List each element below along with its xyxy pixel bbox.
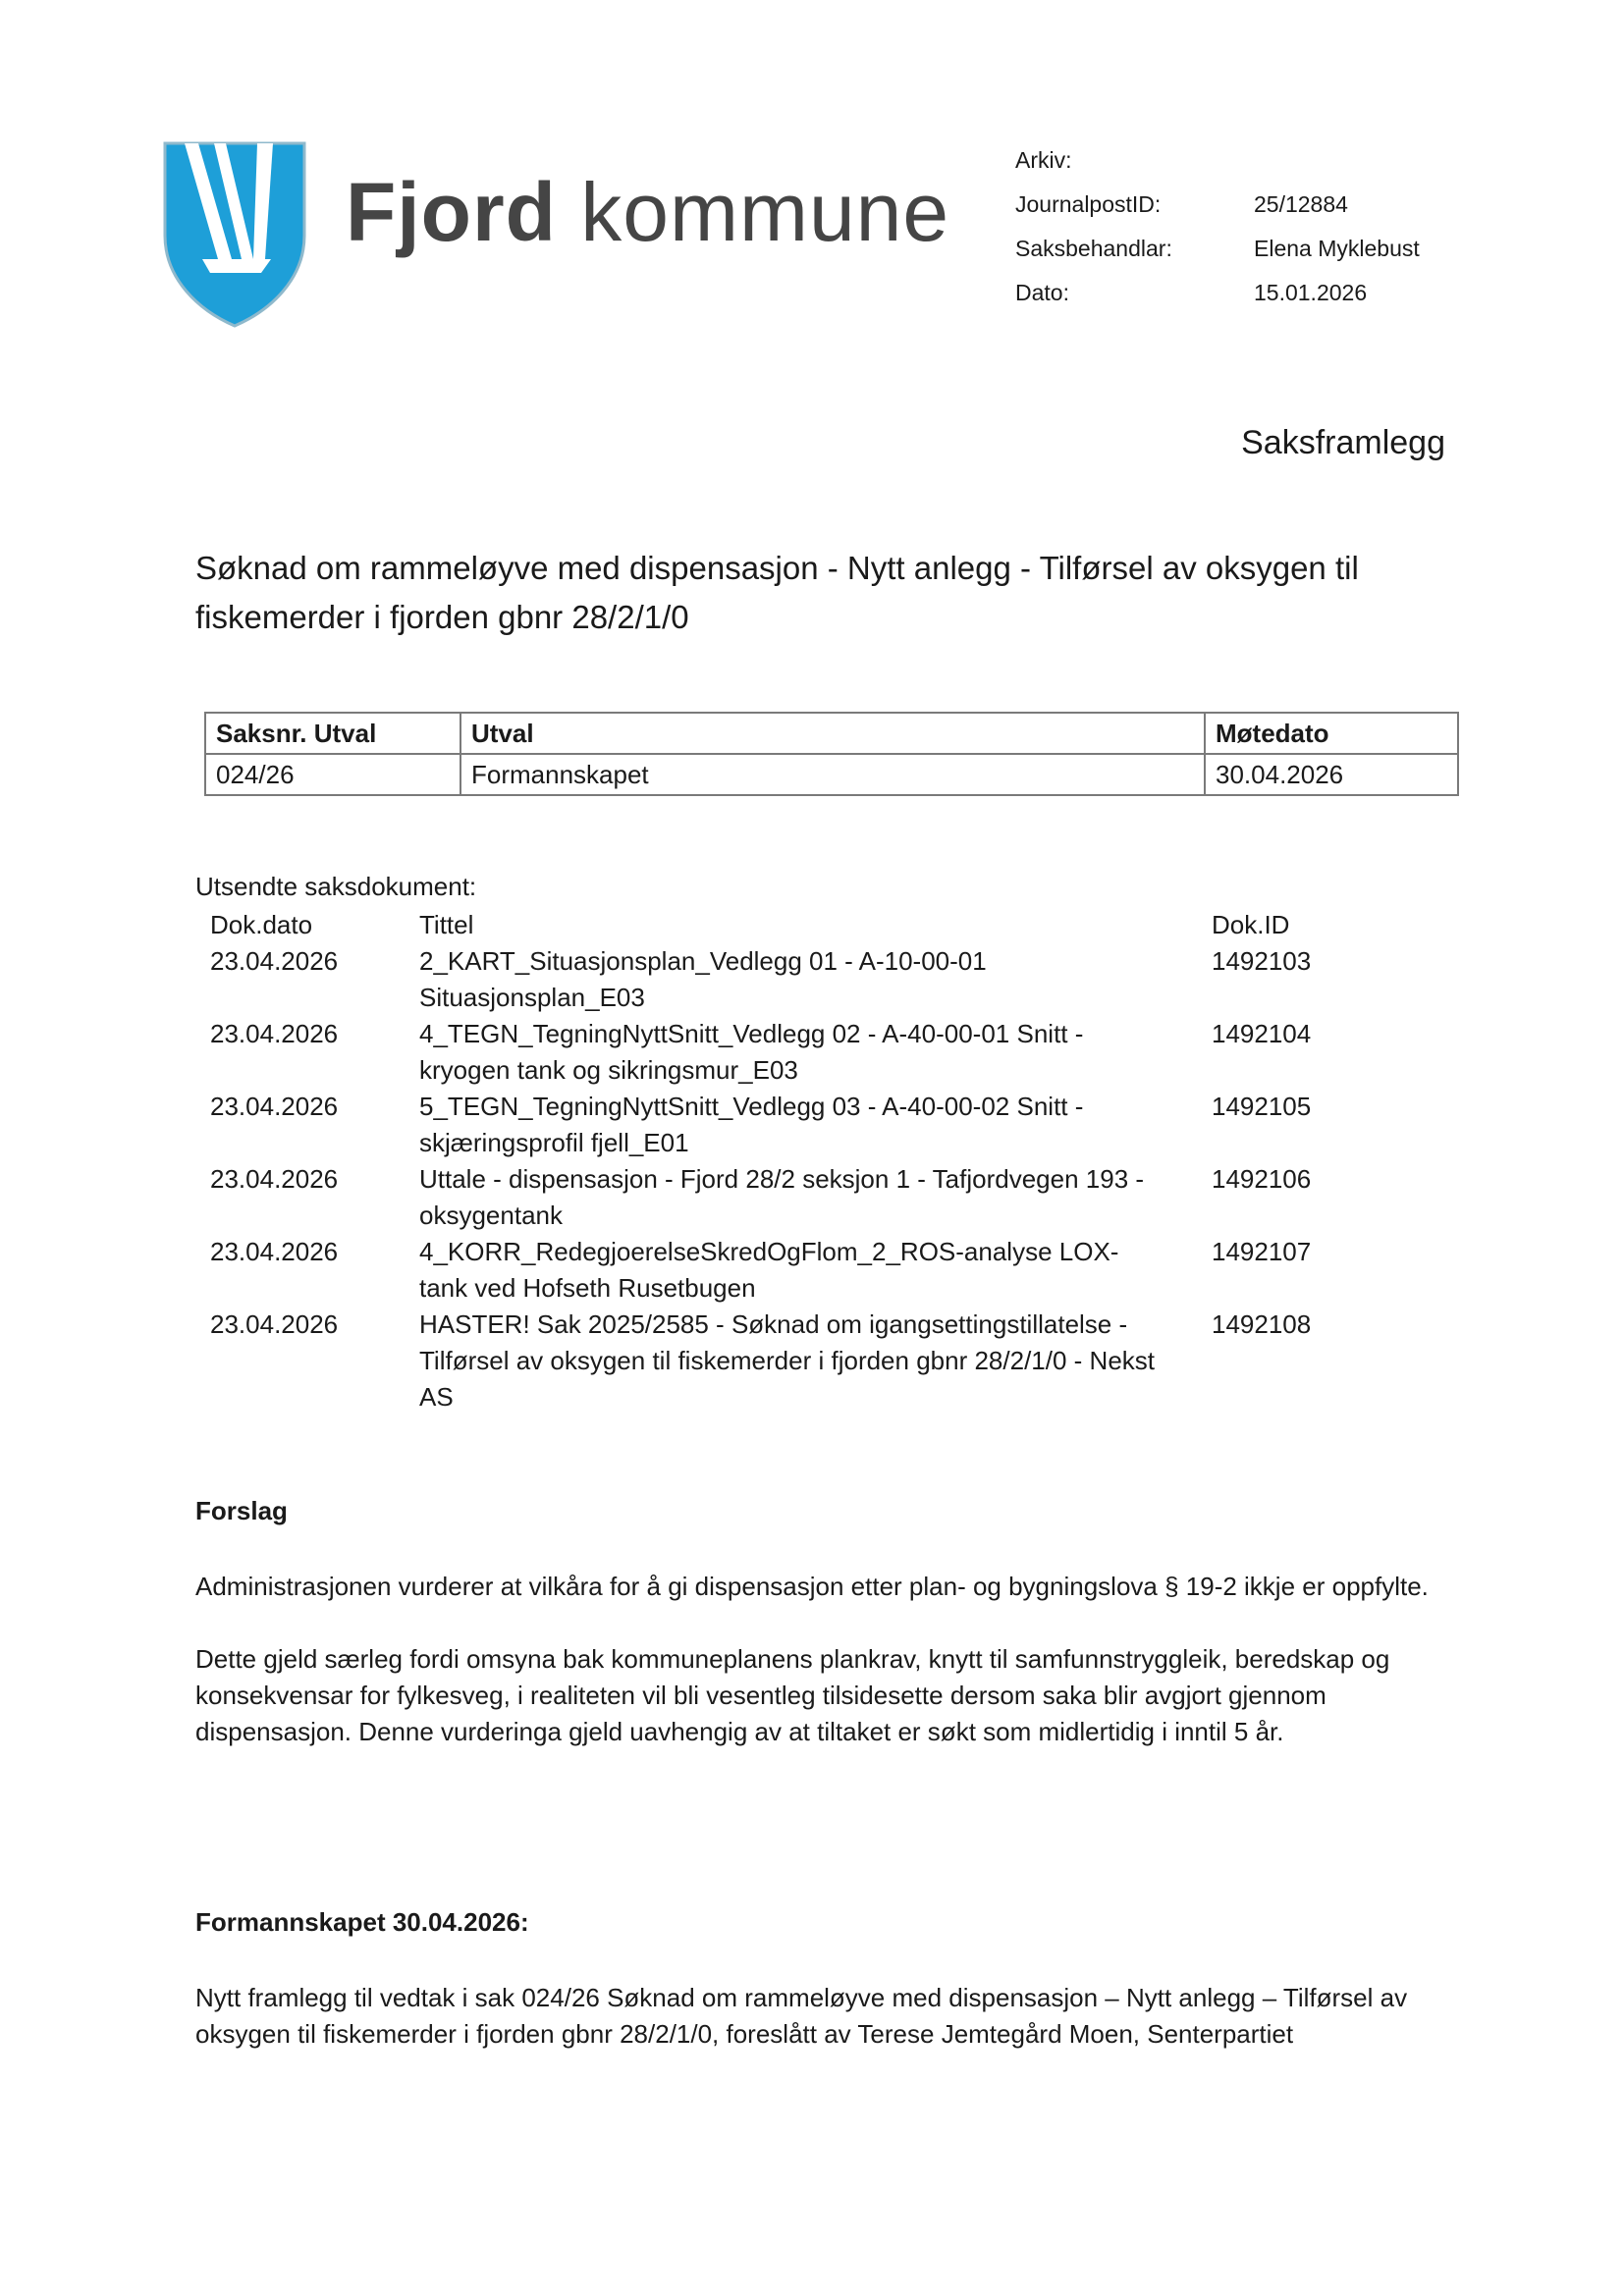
list-item (210, 943, 1467, 1016)
meta-value: 25/12884 (1254, 191, 1348, 217)
doc-date: 23.04.2026 (210, 1164, 339, 1194)
doc-id: 1492103 (1212, 946, 1312, 976)
doc-title: HASTER! Sak 2025/2585 - Søknad om igangsettingstillatelse - Tilførsel av oksygen til fiskemerder i fjorden gbnr 28/2/1/0 - Nekst AS (419, 1309, 1155, 1412)
municipality-name-bold: Fjord (346, 166, 557, 258)
cell-utval: Formannskapet (460, 754, 1205, 795)
doc-title: 2_KART_Situasjonsplan_Vedlegg 01 - A-10-00-01 Situasjonsplan_E03 (419, 946, 987, 1012)
municipality-shield-logo (163, 141, 306, 328)
doc-title: 4_TEGN_TegningNyttSnitt_Vedlegg 02 - A-40-00-01 Snitt - kryogen tank og sikringsmur_E03 (419, 1019, 1084, 1085)
header-dok-id: Dok.ID (1212, 910, 1290, 939)
case-title: Søknad om rammeløyve med dispensasjon - Nytt anlegg - Tilførsel av oksygen til fiskemerder i fjorden gbnr 28/2/1/0 (195, 550, 1359, 635)
formannskapet-paragraph: Nytt framlegg til vedtak i sak 024/26 Søknad om rammeløyve med dispensasjon – Nytt anlegg – Tilførsel av oksygen til fiskemerder i fjorden gbnr 28/2/1/0, foreslått av Terese Jemtegård Moen, Senterpartiet (195, 1983, 1408, 2049)
documents-list (210, 907, 1467, 1415)
list-item (210, 1161, 1467, 1234)
municipality-name-rest: kommune (556, 166, 950, 258)
forslag-heading: Forslag (195, 1496, 288, 1525)
cell-motedato: 30.04.2026 (1205, 754, 1458, 795)
table-row (205, 754, 1458, 795)
doc-date: 23.04.2026 (210, 1309, 339, 1339)
meta-label: Saksbehandlar: (1015, 236, 1172, 261)
doc-id: 1492107 (1212, 1237, 1312, 1266)
header-saksnr: Saksnr. Utval (205, 713, 460, 754)
meta-label: Arkiv: (1015, 147, 1072, 173)
header-utval: Utval (460, 713, 1205, 754)
documents-header-row (210, 907, 1467, 943)
committee-table (204, 712, 1459, 796)
doc-id: 1492105 (1212, 1092, 1312, 1121)
doc-title: 4_KORR_RedegjoerelseSkredOgFlom_2_ROS-analyse LOX-tank ved Hofseth Rusetbugen (419, 1237, 1119, 1303)
doc-date: 23.04.2026 (210, 1092, 339, 1121)
forslag-paragraph-2: Dette gjeld særleg fordi omsyna bak kommuneplanens plankrav, knytt til samfunnstryggleik, beredskap og konsekvensar for fylkesveg, i realiteten vil bli vesentleg tilsidesette dersom saka blir avgjort gjennom dispensasjon. Denne vurderinga gjeld uavhengig av at tiltaket er søkt som midlertidig i inntil 5 år. (195, 1644, 1390, 1746)
cell-saksnr: 024/26 (205, 754, 460, 795)
doc-date: 23.04.2026 (210, 946, 339, 976)
list-item (210, 1234, 1467, 1307)
doc-id: 1492108 (1212, 1309, 1312, 1339)
list-item (210, 1307, 1467, 1415)
doc-title: 5_TEGN_TegningNyttSnitt_Vedlegg 03 - A-40-00-02 Snitt - skjæringsprofil fjell_E01 (419, 1092, 1084, 1157)
doc-title: Uttale - dispensasjon - Fjord 28/2 seksjon 1 - Tafjordvegen 193 - oksygentank (419, 1164, 1145, 1230)
meta-value: 15.01.2026 (1254, 280, 1368, 305)
doc-date: 23.04.2026 (210, 1237, 339, 1266)
header-dok-dato: Dok.dato (210, 910, 313, 939)
forslag-paragraph-1: Administrasjonen vurderer at vilkåra for å gi dispensasjon etter plan- og bygningslova § 19-2 ikkje er oppfylte. (195, 1572, 1429, 1601)
municipality-name (346, 165, 949, 260)
list-item (210, 1089, 1467, 1161)
formannskapet-heading: Formannskapet 30.04.2026: (195, 1907, 529, 1937)
meta-label: JournalpostID: (1015, 191, 1162, 217)
header-motedato: Møtedato (1205, 713, 1458, 754)
document-type: Saksframlegg (1241, 424, 1445, 461)
doc-date: 23.04.2026 (210, 1019, 339, 1048)
meta-label: Dato: (1015, 280, 1069, 305)
documents-label: Utsendte saksdokument: (195, 872, 477, 901)
header-tittel: Tittel (419, 910, 474, 939)
table-header-row (205, 713, 1458, 754)
meta-value: Elena Myklebust (1254, 236, 1420, 261)
list-item (210, 1016, 1467, 1089)
doc-id: 1492104 (1212, 1019, 1312, 1048)
doc-id: 1492106 (1212, 1164, 1312, 1194)
